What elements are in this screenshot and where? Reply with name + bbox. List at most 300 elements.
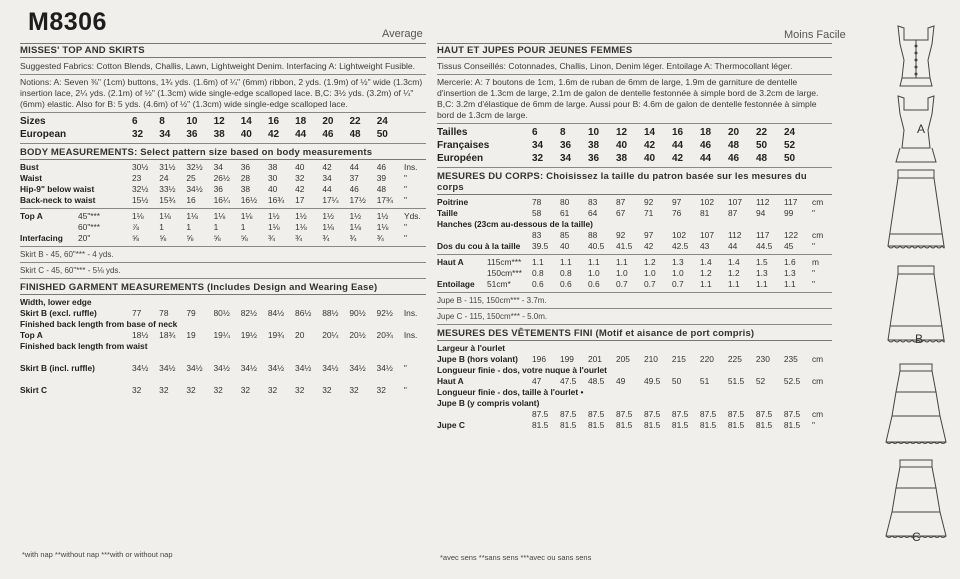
value-cell: 81.5 <box>727 420 745 430</box>
value-cell: 34½ <box>376 363 393 373</box>
value-cell: 1½ <box>349 211 362 221</box>
value-cell: 64 <box>588 208 598 218</box>
value-cell: 107 <box>700 230 714 240</box>
table-row <box>20 173 426 184</box>
value-cell: 47.5 <box>559 376 577 386</box>
fabrics-text: Suggested Fabrics: Cotton Blends, Challis, Lawn, Lightweight Denim. Interfacing A: Lightweight Fusible. <box>20 61 416 71</box>
view-label-b: B <box>915 332 924 346</box>
value-cell: 32 <box>132 129 144 140</box>
value-cell: 44 <box>700 153 712 164</box>
value-cell: 6 <box>532 127 538 138</box>
value-cell: 32 <box>376 385 386 395</box>
value-cell: 19¾ <box>267 330 285 340</box>
skirt-c-front-drawing <box>886 364 946 444</box>
table-row <box>20 195 426 206</box>
value-cell: 26½ <box>213 173 230 183</box>
value-cell: 22 <box>756 127 768 138</box>
value-cell: 20¼ <box>322 330 339 340</box>
value-cell: 42 <box>644 140 656 151</box>
value-cell: ¾ <box>322 233 330 243</box>
value-cell: 34 <box>560 153 572 164</box>
pattern-code: M8306 <box>28 8 107 36</box>
unit-cell: m <box>812 257 819 267</box>
value-cell: 12 <box>213 116 225 127</box>
value-cell: 78 <box>159 308 169 318</box>
section-title-fr: HAUT ET JUPES POUR JEUNES FEMMES <box>437 43 832 58</box>
width-label: 20" <box>78 233 91 243</box>
value-cell: 86½ <box>295 308 312 318</box>
value-cell: 32 <box>532 153 544 164</box>
jupe-c-metrage: Jupe C - 115, 150cm*** - 5.0m. <box>437 312 548 321</box>
value-cell: 10 <box>186 116 198 127</box>
finished-measurements-header-fr: MESURES DES VÊTEMENTS FINI (Motif et aisance de port compris) <box>437 327 832 341</box>
value-cell: 34½ <box>295 363 312 373</box>
value-cell: 30½ <box>132 162 149 172</box>
value-cell: 38 <box>588 140 600 151</box>
value-cell: ⅝ <box>213 233 221 243</box>
finished-table-fr: Largeur à l'ourlet Jupe B (hors volant) 196 199 201 205 210 215 220 225 230 235 cm Longueur finie - dos, votre nuque à l'ourlet Haut A 47 47.5 48.5 49 49.5 50 51 51.5 52 52.5 cm Longueur finie - dos, taille à l'ourlet • Jupe B (y compris volant) 87.5 87.5 87.5 87.5 87.5 87.5 87.5 87.5 87.5 87.5 cm Jupe C 81.5 81.5 81.5 81.5 81.5 81.5 81.5 81.5 81.5 81.5 " <box>437 343 832 431</box>
value-cell: 87.5 <box>532 409 549 419</box>
row-label: Back-neck to waist <box>20 195 96 205</box>
value-cell: 87.5 <box>615 409 633 419</box>
unit-cell: Ins. <box>403 308 418 318</box>
value-cell: 32 <box>213 385 223 395</box>
value-cell: 33½ <box>159 184 176 194</box>
finished-table: Width, lower edge Skirt B (excl. ruffle) 77 78 79 80½ 82½ 84½ 86½ 88½ 90½ 92½ Ins. Finished back length from base of neck Top A 18½ 18¾ 19 19¼ 19½ 19¾ 20 20¼ 20½ 20¾ Ins. Finished back length from waist Skirt B (incl. ruffle) 34½ 34½ 34½ 34½ 34½ 34½ 34½ 34½ 34½ 34½ " Skirt C 32 32 32 32 32 32 32 32 32 32 " <box>20 297 426 396</box>
value-cell: 16½ <box>240 195 258 205</box>
value-cell: 1⅛ <box>186 211 199 221</box>
value-cell: 87.5 <box>727 409 745 419</box>
skirt-b-yardage: Skirt B - 45, 60"*** - 4 yds. <box>20 250 114 259</box>
value-cell: 0.7 <box>644 279 656 289</box>
value-cell: 0.6 <box>560 279 572 289</box>
value-cell: 40 <box>616 140 628 151</box>
value-cell: 1.3 <box>784 268 796 278</box>
value-cell: 1.1 <box>728 279 740 289</box>
table-row <box>20 162 426 173</box>
unit-cell: " <box>812 208 815 218</box>
row-label: Bust <box>20 162 39 172</box>
value-cell: 32 <box>267 385 278 395</box>
value-cell: 84½ <box>267 308 285 318</box>
value-cell: 44.5 <box>756 241 773 251</box>
value-cell: 20 <box>728 127 740 138</box>
value-cell: 201 <box>587 354 602 364</box>
value-cell: 38 <box>267 162 278 172</box>
value-cell: 107 <box>728 197 742 207</box>
value-cell: 22 <box>349 116 361 127</box>
european-label: European <box>20 129 67 140</box>
row-label: Skirt B (excl. ruffle) <box>20 308 97 318</box>
yardage-table <box>20 211 426 244</box>
difficulty-level-fr: Moins Facile <box>784 29 846 41</box>
row-label: Hip-9" below waist <box>20 184 95 194</box>
value-cell: ¾ <box>295 233 303 243</box>
value-cell: 16 <box>186 195 196 205</box>
value-cell: 92½ <box>376 308 393 318</box>
row-label: Waist <box>20 173 43 183</box>
value-cell: ⅝ <box>240 233 248 243</box>
value-cell: 34½ <box>186 363 203 373</box>
value-cell: 81 <box>700 208 710 218</box>
value-cell: 1⅛ <box>159 211 171 221</box>
difficulty-level: Average <box>382 28 423 40</box>
top-a-back-drawing <box>896 96 936 162</box>
value-cell: 36 <box>588 153 600 164</box>
value-cell: 24 <box>159 173 169 183</box>
sizes-label: Sizes <box>20 116 46 127</box>
value-cell: 1.3 <box>672 257 684 267</box>
value-cell: 1.2 <box>728 268 740 278</box>
value-cell: 83 <box>532 230 542 240</box>
value-cell: 20 <box>322 116 334 127</box>
row-label: Entoilage <box>437 279 475 289</box>
value-cell: 199 <box>559 354 574 364</box>
value-cell: 39 <box>376 173 387 183</box>
value-cell: 196 <box>532 354 546 364</box>
value-cell: 1 <box>159 222 164 232</box>
value-cell: 1½ <box>267 211 280 221</box>
value-cell: 14 <box>240 116 252 127</box>
row-label: Skirt B (incl. ruffle) <box>20 363 95 373</box>
value-cell: 38 <box>616 153 628 164</box>
value-cell: 1.0 <box>644 268 656 278</box>
value-cell: 1.1 <box>700 279 712 289</box>
value-cell: 48 <box>349 129 361 140</box>
value-cell: 46 <box>322 129 334 140</box>
value-cell: 42 <box>672 153 684 164</box>
row-label: Taille <box>437 208 458 218</box>
row-label: Interfacing <box>20 233 63 243</box>
value-cell: 81.5 <box>532 420 549 430</box>
value-cell: 16¾ <box>267 195 285 205</box>
value-cell: 46 <box>700 140 712 151</box>
value-cell: 12 <box>616 127 628 138</box>
value-cell: 24 <box>784 127 796 138</box>
value-cell: 220 <box>699 354 714 364</box>
value-cell: 50 <box>784 153 796 164</box>
size-table-fr: Tailles 6 8 10 12 14 16 18 20 22 24 Françaises 34 36 38 40 42 44 46 48 50 52 Européen 32 34 36 38 40 42 44 46 48 50 <box>437 126 832 165</box>
value-cell: 97 <box>644 230 654 240</box>
value-cell: 79 <box>186 308 196 318</box>
value-cell: 1.1 <box>532 257 544 267</box>
value-cell: 32 <box>240 385 251 395</box>
value-cell: 81.5 <box>783 420 801 430</box>
row-label: Haut A <box>437 257 464 267</box>
value-cell: 1⅛ <box>213 211 226 221</box>
notions-text: Notions: A: Seven ⅜" (1cm) buttons, 1¾ yds. (1.6m) of ¼" (6mm) ribbon, 2 yds. (1.9m) of ½" wide (1.3cm) insertion lace, 2¼ yds. (2.1m) of ½" (1.3cm) wide single-edge scalloped lace. B,C: 3½ yds. (3.2m) of ¼" (6mm) elastic. Also for B: 5 yds. (4.6m) of ½" (1.3cm) wide single-edge scalloped lace. <box>20 77 423 109</box>
value-cell: 1.0 <box>588 268 600 278</box>
value-cell: 1.6 <box>784 257 796 267</box>
unit-cell: Ins. <box>403 330 418 340</box>
value-cell: 81.5 <box>615 420 633 430</box>
row-label: Poitrine <box>437 197 469 207</box>
row-label: Jupe B (hors volant) <box>437 354 518 364</box>
value-cell: 48 <box>756 153 768 164</box>
value-cell: 88½ <box>322 308 339 318</box>
value-cell: 48 <box>376 184 387 194</box>
value-cell: 83 <box>588 197 598 207</box>
value-cell: 16¼ <box>213 195 230 205</box>
value-cell: 102 <box>672 230 686 240</box>
value-cell: 225 <box>727 354 742 364</box>
value-cell: 34½ <box>213 363 230 373</box>
top-a-front-drawing <box>898 26 934 86</box>
footnote-en: *with nap **without nap ***with or without nap <box>22 550 173 559</box>
french-column <box>437 43 832 431</box>
view-label-c: C <box>912 530 921 544</box>
value-cell: 18 <box>295 116 307 127</box>
value-cell: 78 <box>532 197 542 207</box>
value-cell: 87.5 <box>699 409 717 419</box>
value-cell: 1½ <box>322 211 334 221</box>
value-cell: 92 <box>616 230 626 240</box>
row-label: Top A <box>20 211 43 221</box>
value-cell: 1.1 <box>588 257 600 267</box>
value-cell: 32 <box>159 385 169 395</box>
value-cell: 43 <box>700 241 710 251</box>
view-label-a: A <box>917 122 926 136</box>
value-cell: 1.1 <box>756 279 768 289</box>
value-cell: 44 <box>672 140 684 151</box>
value-cell: 44 <box>322 184 332 194</box>
value-cell: 117 <box>784 197 798 207</box>
value-cell: 0.6 <box>588 279 600 289</box>
value-cell: 34½ <box>322 363 339 373</box>
value-cell: 92 <box>644 197 654 207</box>
table-row <box>437 208 832 219</box>
row-label: Top A <box>20 330 43 340</box>
value-cell: 1⅛ <box>132 211 144 221</box>
value-cell: 20¾ <box>376 330 393 340</box>
value-cell: 17 <box>295 195 305 205</box>
value-cell: 112 <box>728 230 742 240</box>
unit-cell: cm <box>811 376 824 386</box>
value-cell: ¾ <box>376 233 384 243</box>
value-cell: 19 <box>186 330 196 340</box>
value-cell: 1.3 <box>756 268 768 278</box>
value-cell: ⅞ <box>132 222 139 232</box>
value-cell: 0.6 <box>532 279 544 289</box>
unit-cell: cm <box>811 354 824 364</box>
section-title: MISSES' TOP AND SKIRTS <box>20 43 426 58</box>
value-cell: 51 <box>699 376 710 386</box>
value-cell: 36 <box>560 140 572 151</box>
value-cell: 1½ <box>376 211 389 221</box>
value-cell: 1⅛ <box>376 222 389 232</box>
value-cell: 50 <box>671 376 682 386</box>
value-cell: 10 <box>588 127 600 138</box>
value-cell: 40 <box>240 129 252 140</box>
value-cell: 1.2 <box>644 257 656 267</box>
row-label <box>437 268 487 279</box>
value-cell: 87 <box>616 197 626 207</box>
value-cell: 17½ <box>349 195 366 205</box>
value-cell: 32 <box>186 385 196 395</box>
value-cell: 20 <box>295 330 305 340</box>
value-cell: 1.4 <box>728 257 740 267</box>
value-cell: 117 <box>756 230 770 240</box>
value-cell: 44 <box>728 241 738 251</box>
value-cell: 1½ <box>295 211 307 221</box>
value-cell: 210 <box>643 354 658 364</box>
width-label: 115cm*** <box>487 257 522 267</box>
value-cell: 112 <box>756 197 770 207</box>
value-cell: 32 <box>295 385 305 395</box>
value-cell: 20½ <box>349 330 366 340</box>
value-cell: 1.0 <box>616 268 628 278</box>
value-cell: 18 <box>700 127 712 138</box>
value-cell: 82½ <box>240 308 257 318</box>
value-cell: 1⅛ <box>322 222 334 232</box>
value-cell: 34½ <box>349 363 366 373</box>
value-cell: 67 <box>616 208 626 218</box>
value-cell: 42 <box>322 162 332 172</box>
row-label: Skirt C <box>20 385 47 395</box>
value-cell: 99 <box>784 208 794 218</box>
garment-line-drawings <box>870 20 960 579</box>
value-cell: 47 <box>532 376 542 386</box>
size-table <box>20 115 426 141</box>
body-measurements-table <box>20 162 426 206</box>
width-label: 150cm*** <box>487 268 522 278</box>
value-cell: 16 <box>267 116 280 127</box>
skirt-b-front-drawing <box>888 170 944 248</box>
value-cell: 36 <box>213 184 223 194</box>
value-cell: 48 <box>728 140 740 151</box>
table-row <box>437 257 832 268</box>
skirt-c-yardage: Skirt C - 45, 60"*** - 5⅛ yds. <box>20 266 121 275</box>
value-cell: 1 <box>240 222 246 232</box>
table-row <box>20 385 426 396</box>
value-cell: 97 <box>672 197 682 207</box>
value-cell: 31½ <box>159 162 176 172</box>
value-cell: 32 <box>132 385 142 395</box>
width-label: 60"*** <box>78 222 101 232</box>
value-cell: 87.5 <box>671 409 689 419</box>
value-cell: ⅝ <box>159 233 167 243</box>
value-cell: 38 <box>240 184 251 194</box>
body-measurements-header-fr: MESURES DU CORPS: Choisissez la taille du patron basée sur les mesures du corps <box>437 170 832 195</box>
value-cell: 122 <box>784 230 798 240</box>
value-cell: ⅝ <box>186 233 194 243</box>
table-row <box>437 354 832 365</box>
value-cell: 49 <box>615 376 626 386</box>
value-cell: 81.5 <box>755 420 773 430</box>
table-row <box>437 279 832 290</box>
jupe-b-metrage: Jupe B - 115, 150cm*** - 3.7m. <box>437 296 547 305</box>
value-cell: 71 <box>644 208 654 218</box>
value-cell: 1.4 <box>700 257 712 267</box>
value-cell: 42 <box>267 129 280 140</box>
unit-cell: " <box>404 195 407 205</box>
value-cell: 46 <box>376 162 387 172</box>
value-cell: 87 <box>728 208 738 218</box>
row-label <box>20 222 78 233</box>
width-label: 45"*** <box>78 211 101 221</box>
value-cell: 81.5 <box>699 420 717 430</box>
value-cell: 52.5 <box>783 376 801 386</box>
value-cell: 0.8 <box>532 268 544 278</box>
value-cell: 0.8 <box>560 268 572 278</box>
value-cell: 48.5 <box>587 376 605 386</box>
value-cell: 52 <box>755 376 766 386</box>
value-cell: 42.5 <box>672 241 689 251</box>
value-cell: 1 <box>186 222 192 232</box>
value-cell: 34½ <box>240 363 257 373</box>
value-cell: 87.5 <box>587 409 605 419</box>
value-cell: ⅝ <box>132 233 139 243</box>
value-cell: 76 <box>672 208 682 218</box>
value-cell: 87.5 <box>755 409 773 419</box>
value-cell: 32 <box>322 385 332 395</box>
table-row <box>20 308 426 319</box>
fabrics-text-fr: Tissus Conseillés: Cotonnades, Challis, Linon, Denim léger. Entoilage A: Thermocollant léger. <box>437 61 793 71</box>
value-cell: 1.5 <box>756 257 768 267</box>
value-cell: ¾ <box>267 233 275 243</box>
value-cell: 1⅛ <box>267 222 280 232</box>
value-cell: 17¼ <box>322 195 339 205</box>
unit-cell: cm <box>812 197 824 207</box>
table-row <box>437 420 832 431</box>
value-cell: 80 <box>560 197 570 207</box>
table-row <box>437 376 832 387</box>
value-cell: 102 <box>700 197 714 207</box>
value-cell: 40 <box>644 153 656 164</box>
value-cell: 49.5 <box>643 376 661 386</box>
value-cell: 34½ <box>132 363 149 373</box>
value-cell: 23 <box>132 173 142 183</box>
skirt-c-back-drawing <box>886 460 946 538</box>
value-cell: 36 <box>240 162 251 172</box>
value-cell: 45 <box>784 241 794 251</box>
value-cell: 230 <box>755 354 770 364</box>
unit-cell: " <box>404 173 407 183</box>
row-label: Jupe C <box>437 420 465 430</box>
unit-cell: " <box>403 385 407 395</box>
value-cell: ¾ <box>349 233 357 243</box>
table-row <box>437 241 832 252</box>
table-row <box>20 222 426 233</box>
value-cell: 1⅛ <box>349 222 362 232</box>
value-cell: 34 <box>213 162 223 172</box>
value-cell: 1.1 <box>560 257 572 267</box>
value-cell: 80½ <box>213 308 230 318</box>
unit-cell: " <box>812 241 815 251</box>
value-cell: 1.2 <box>700 268 712 278</box>
table-row <box>437 268 832 279</box>
value-cell: 87.5 <box>643 409 661 419</box>
value-cell: 6 <box>132 116 138 127</box>
table-row <box>20 363 426 374</box>
skirt-b-back-drawing <box>888 266 944 342</box>
unit-cell: " <box>403 363 407 373</box>
value-cell: 14 <box>644 127 656 138</box>
value-cell: 1 <box>213 222 219 232</box>
value-cell: 39.5 <box>532 241 549 251</box>
table-row <box>20 184 426 195</box>
value-cell: 8 <box>560 127 566 138</box>
value-cell: 58 <box>532 208 542 218</box>
unit-cell: " <box>811 420 815 430</box>
value-cell: 34 <box>159 129 171 140</box>
unit-cell: " <box>404 184 407 194</box>
value-cell: 18¾ <box>159 330 176 340</box>
value-cell: 34½ <box>267 363 285 373</box>
value-cell: 0.7 <box>616 279 628 289</box>
value-cell: 87.5 <box>559 409 577 419</box>
unit-cell: " <box>812 279 815 289</box>
